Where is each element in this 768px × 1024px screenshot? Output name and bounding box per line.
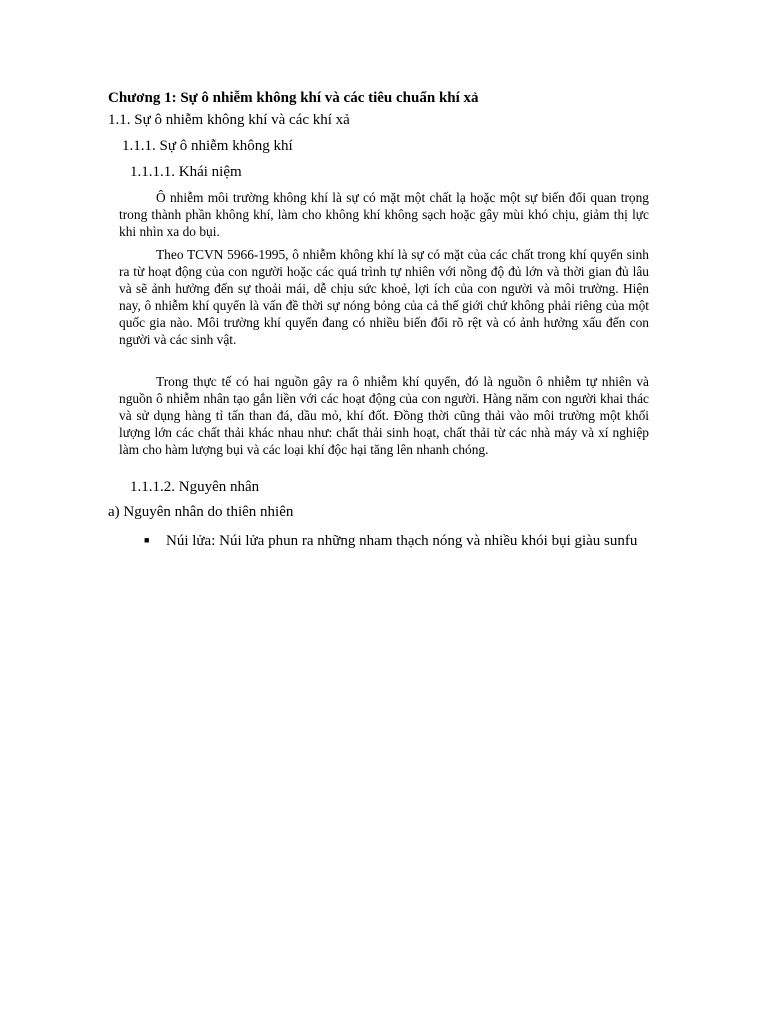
section-heading-1-1: 1.1. Sự ô nhiễm không khí và các khí xả [108, 112, 350, 128]
list-item-text: Núi lửa: Núi lửa phun ra những nham thạch nóng và nhiều khói bụi giàu sunfu [166, 533, 638, 549]
section-heading-1-1-1-2: 1.1.1.2. Nguyên nhân [130, 479, 260, 495]
paragraph-tcvn-standard: Theo TCVN 5966-1995, ô nhiễm không khí là sự có mặt của các chất trong khí quyển sinh ra từ hoạt động của con người hoặc các quá trình tự nhiên với nồng độ đủ lớn và thời gian đủ lâu và sẽ ảnh hưởng đến sự thoải mái, dễ chịu sức khoẻ, lợi ích của con người và môi trường. Hiện nay, ô nhiễm khí quyển là vấn đề thời sự nóng bỏng của cả thế giới chứ không phải riêng của một quốc gia nào. Môi trường khí quyển đang có nhiều biến đổi rõ rệt và có ảnh hưởng xấu đến con người và các sinh vật. [119, 247, 649, 348]
bullet-square-icon: ■ [144, 535, 150, 545]
section-heading-1-1-1: 1.1.1. Sự ô nhiễm không khí [122, 138, 293, 154]
chapter-title: Chương 1: Sự ô nhiễm không khí và các tiêu chuẩn khí xả [108, 90, 479, 106]
subsection-heading-natural-causes: a) Nguyên nhân do thiên nhiên [108, 504, 294, 520]
list-item [108, 531, 651, 551]
paragraph-definition: Ô nhiễm môi trường không khí là sự có mặt một chất lạ hoặc một sự biến đổi quan trọng trong thành phần không khí, làm cho không khí không sạch hoặc gây mùi khó chịu, giảm thị lực khi nhìn xa do bụi. [119, 190, 649, 240]
section-heading-1-1-1-1: 1.1.1.1. Khái niệm [130, 164, 242, 180]
paragraph-pollution-sources: Trong thực tế có hai nguồn gây ra ô nhiễm khí quyển, đó là nguồn ô nhiễm tự nhiên và nguồn ô nhiễm nhân tạo gắn liền với các hoạt động của con người. Hàng năm con người khai thác và sử dụng hàng tỉ tấn than đá, dầu mỏ, khí đốt. Đồng thời cũng thải vào môi trường một khối lượng lớn các chất thải khác nhau như: chất thải sinh hoạt, chất thải từ các nhà máy và xí nghiệp làm cho hàm lượng bụi và các loại khí độc hại tăng lên nhanh chóng. [119, 374, 649, 458]
